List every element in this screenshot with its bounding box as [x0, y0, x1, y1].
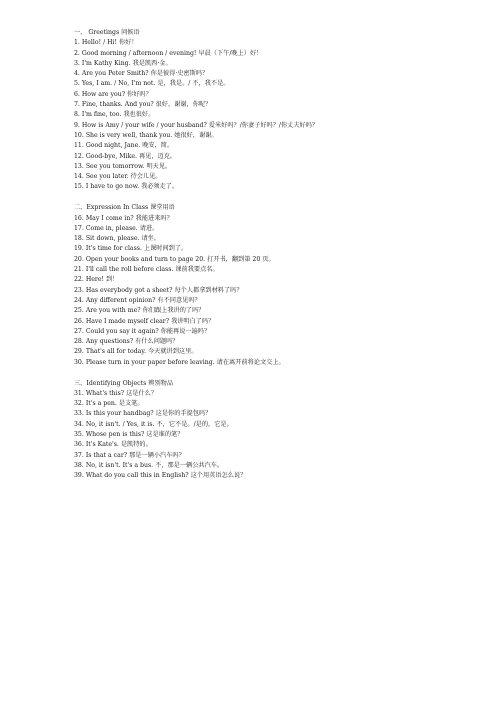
- phrase-line: [74, 59, 474, 69]
- phrase-line: [74, 358, 474, 368]
- phrase-english: Come in, please.: [85, 224, 138, 232]
- phrase-english: Yes, I am. / No, I'm not.: [81, 80, 156, 88]
- section-spacer: [74, 193, 474, 204]
- phrase-number: 21.: [74, 266, 84, 274]
- phrase-line: [74, 141, 474, 151]
- phrase-english: See you tomorrow.: [85, 162, 145, 170]
- phrase-line: [74, 38, 474, 48]
- phrase-number: 5.: [74, 80, 80, 88]
- phrase-number: 36.: [74, 441, 84, 449]
- phrase-chinese: 课前我要点名。: [175, 266, 219, 274]
- phrase-line: [74, 69, 474, 79]
- phrase-english: Hello! / Hi!: [81, 39, 117, 47]
- section-heading: 三、Identifying Objects 辨别物品: [74, 379, 174, 387]
- phrase-chinese: 请在离开前将论文交上。: [216, 358, 285, 366]
- phrase-chinese: 到！: [105, 276, 119, 284]
- phrase-line: [74, 327, 474, 337]
- phrase-chinese: 我也很好。: [123, 111, 155, 119]
- phrase-chinese: 我必须走了。: [141, 183, 179, 191]
- phrase-chinese: 每个人都拿到材料了吗？: [174, 286, 243, 294]
- phrase-number: 15.: [74, 183, 84, 191]
- phrase-english: Here!: [85, 276, 104, 284]
- phrase-english: Good morning / afternoon / evening!: [81, 49, 197, 57]
- phrase-number: 16.: [74, 214, 84, 222]
- phrase-chinese: 我是凯西·金。: [132, 59, 172, 67]
- phrase-number: 26.: [74, 317, 84, 325]
- phrase-number: 10.: [74, 131, 84, 139]
- phrase-line: [74, 389, 474, 399]
- phrase-number: 34.: [74, 420, 84, 428]
- phrase-number: 19.: [74, 245, 84, 253]
- phrase-english: I have to go now.: [85, 183, 140, 191]
- phrase-chinese: 是凯特的。: [120, 441, 152, 449]
- phrase-number: 3.: [74, 59, 80, 67]
- phrase-line: [74, 152, 474, 162]
- phrase-chinese: 不，它不是。/是的，它是。: [156, 420, 233, 428]
- phrase-english: See you later.: [85, 173, 129, 181]
- phrase-line: [74, 234, 474, 244]
- phrase-chinese: 很好，谢谢，你呢？: [155, 101, 212, 109]
- phrase-line: [74, 430, 474, 440]
- phrase-chinese: 打开书，翻到第 20 页。: [207, 255, 275, 263]
- phrase-chinese: 这个用英语怎么说？: [190, 472, 247, 480]
- phrase-english: How is Amy / your wife / your husband?: [81, 121, 207, 129]
- phrase-chinese: 不，那是一辆公共汽车。: [155, 461, 224, 469]
- phrase-english: Good-bye, Mike.: [85, 152, 138, 160]
- document-page: [74, 28, 474, 481]
- phrase-chinese: 上课时间到了。: [143, 245, 188, 253]
- phrase-english: Good night, Jane.: [85, 142, 141, 150]
- phrase-english: It's time for class.: [85, 245, 142, 253]
- phrase-english: How are you?: [81, 90, 126, 98]
- phrase-line: [74, 347, 474, 357]
- phrase-number: 39.: [74, 472, 84, 480]
- phrase-number: 18.: [74, 235, 84, 243]
- phrase-line: [74, 244, 474, 254]
- phrase-line: [74, 162, 474, 172]
- phrase-line: [74, 172, 474, 182]
- phrase-chinese: 早晨（下午/晚上）好！: [198, 49, 263, 57]
- phrase-chinese: 是支笔。: [118, 400, 144, 408]
- phrase-line: [74, 306, 474, 316]
- phrase-english: She is very well, thank you.: [85, 131, 173, 139]
- phrase-number: 22.: [74, 276, 84, 284]
- phrase-number: 17.: [74, 224, 84, 232]
- phrase-english: No, it isn't. It's a bus.: [85, 461, 154, 469]
- phrase-number: 13.: [74, 162, 84, 170]
- phrase-chinese: 你好吗？: [127, 90, 152, 98]
- phrase-chinese: 待会儿见。: [130, 173, 162, 181]
- phrase-number: 33.: [74, 410, 84, 418]
- phrase-line: [74, 337, 474, 347]
- phrase-line: [74, 79, 474, 89]
- phrase-line: [74, 471, 474, 481]
- phrase-line: [74, 420, 474, 430]
- phrase-number: 29.: [74, 348, 84, 356]
- phrase-english: I'm fine, too.: [81, 111, 122, 119]
- phrase-line: [74, 265, 474, 275]
- phrase-english: What's this?: [85, 389, 125, 397]
- phrase-number: 14.: [74, 173, 84, 181]
- phrase-number: 20.: [74, 255, 84, 263]
- phrase-line: [74, 286, 474, 296]
- phrase-english: What do you call this in English?: [85, 472, 189, 480]
- phrase-line: [74, 275, 474, 285]
- phrase-number: 30.: [74, 358, 84, 366]
- phrase-line: [74, 317, 474, 327]
- phrase-chinese: 请进。: [139, 224, 159, 232]
- phrase-english: May I come in?: [85, 214, 134, 222]
- phrase-number: 27.: [74, 327, 84, 335]
- phrase-line: [74, 255, 474, 265]
- phrase-line: [74, 110, 474, 120]
- phrase-line: [74, 100, 474, 110]
- phrase-english: It's a pen.: [85, 400, 117, 408]
- phrase-chinese: 明天见。: [146, 162, 172, 170]
- phrase-line: [74, 90, 474, 100]
- phrase-line: [74, 131, 474, 141]
- phrase-english: Sit down, please.: [85, 235, 140, 243]
- phrase-chinese: 请坐。: [141, 235, 161, 243]
- phrase-english: Is that a car?: [85, 451, 128, 459]
- phrase-chinese: 这是你的手提包吗？: [155, 410, 212, 418]
- phrase-english: Has everybody got a sheet?: [85, 286, 173, 294]
- phrase-number: 8.: [74, 111, 80, 119]
- phrase-english: Have I made myself clear?: [85, 317, 170, 325]
- phrase-english: Is this your handbag?: [85, 410, 154, 418]
- phrase-number: 31.: [74, 389, 84, 397]
- phrase-english: It's Kate's.: [85, 441, 119, 449]
- phrase-number: 24.: [74, 296, 84, 304]
- phrase-chinese: 有什么问题吗？: [135, 338, 179, 346]
- phrase-number: 35.: [74, 430, 84, 438]
- phrase-chinese: 我能进来吗？: [135, 214, 173, 222]
- phrase-chinese: 晚安，简。: [142, 142, 174, 150]
- phrase-number: 7.: [74, 101, 80, 109]
- phrase-number: 6.: [74, 90, 80, 98]
- phrase-number: 28.: [74, 338, 84, 346]
- phrase-chinese: 你是彼得·史密斯吗？: [150, 70, 209, 78]
- phrase-chinese: 再见，迈克。: [138, 152, 177, 160]
- phrase-number: 37.: [74, 451, 84, 459]
- phrase-chinese: 你好！: [118, 39, 138, 47]
- phrase-line: [74, 440, 474, 450]
- phrase-chinese: 是，我是。/ 不，我不是。: [157, 80, 230, 88]
- phrase-line: [74, 182, 474, 192]
- phrase-english: Please turn in your paper before leaving.: [85, 358, 215, 366]
- phrase-english: Any questions?: [85, 338, 134, 346]
- phrase-number: 4.: [74, 70, 80, 78]
- phrase-line: [74, 121, 474, 131]
- phrase-number: 2.: [74, 49, 80, 57]
- phrase-number: 12.: [74, 152, 84, 160]
- phrase-english: Fine, thanks. And you?: [81, 101, 154, 109]
- section-heading: 二、Expression In Class 课堂用语: [74, 204, 175, 212]
- phrase-chinese: 你们跟上我讲的了吗？: [142, 307, 205, 315]
- section-spacer: [74, 368, 474, 379]
- phrase-chinese: 我讲明白了吗？: [171, 317, 215, 325]
- phrase-number: 9.: [74, 121, 80, 129]
- phrase-chinese: 她很好，谢谢。: [174, 131, 218, 139]
- phrase-line: [74, 451, 474, 461]
- phrase-english: Any different opinion?: [85, 296, 156, 304]
- phrase-number: 23.: [74, 286, 84, 294]
- phrase-chinese: 那是一辆小汽车吗？: [129, 451, 185, 459]
- phrase-number: 38.: [74, 461, 84, 469]
- phrase-english: Are you Peter Smith?: [81, 70, 149, 78]
- phrase-chinese: 你能再说一遍吗？: [160, 327, 211, 335]
- phrase-number: 11.: [74, 142, 84, 150]
- phrase-line: [74, 409, 474, 419]
- phrase-chinese: 有不同意见吗？: [157, 296, 201, 304]
- phrase-number: 32.: [74, 400, 84, 408]
- phrase-line: [74, 224, 474, 234]
- section-heading: 一、 Greetings 问候语: [74, 29, 140, 36]
- phrase-chinese: 今天就讲到这里。: [147, 348, 198, 356]
- phrase-line: [74, 214, 474, 224]
- phrase-chinese: 这是什么？: [126, 389, 158, 397]
- phrase-english: That's all for today.: [85, 348, 146, 356]
- phrase-number: 1.: [74, 39, 80, 47]
- phrase-line: [74, 49, 474, 59]
- phrase-english: I'm Kathy King.: [81, 59, 131, 67]
- phrase-chinese: 这是谁的笔？: [146, 430, 184, 438]
- phrase-english: Could you say it again?: [85, 327, 159, 335]
- phrase-line: [74, 461, 474, 471]
- phrase-chinese: 爱米好吗？/你妻子好吗？/你丈夫好吗？: [208, 121, 319, 129]
- phrase-english: Open your books and turn to page 20.: [85, 255, 206, 263]
- phrase-english: No, it isn't. / Yes, it is.: [85, 420, 155, 428]
- phrase-english: Are you with me?: [85, 307, 141, 315]
- phrase-number: 25.: [74, 307, 84, 315]
- phrase-english: I'll call the roll before class.: [85, 266, 174, 274]
- phrase-english: Whose pen is this?: [85, 430, 145, 438]
- phrase-line: [74, 399, 474, 409]
- phrase-line: [74, 296, 474, 306]
